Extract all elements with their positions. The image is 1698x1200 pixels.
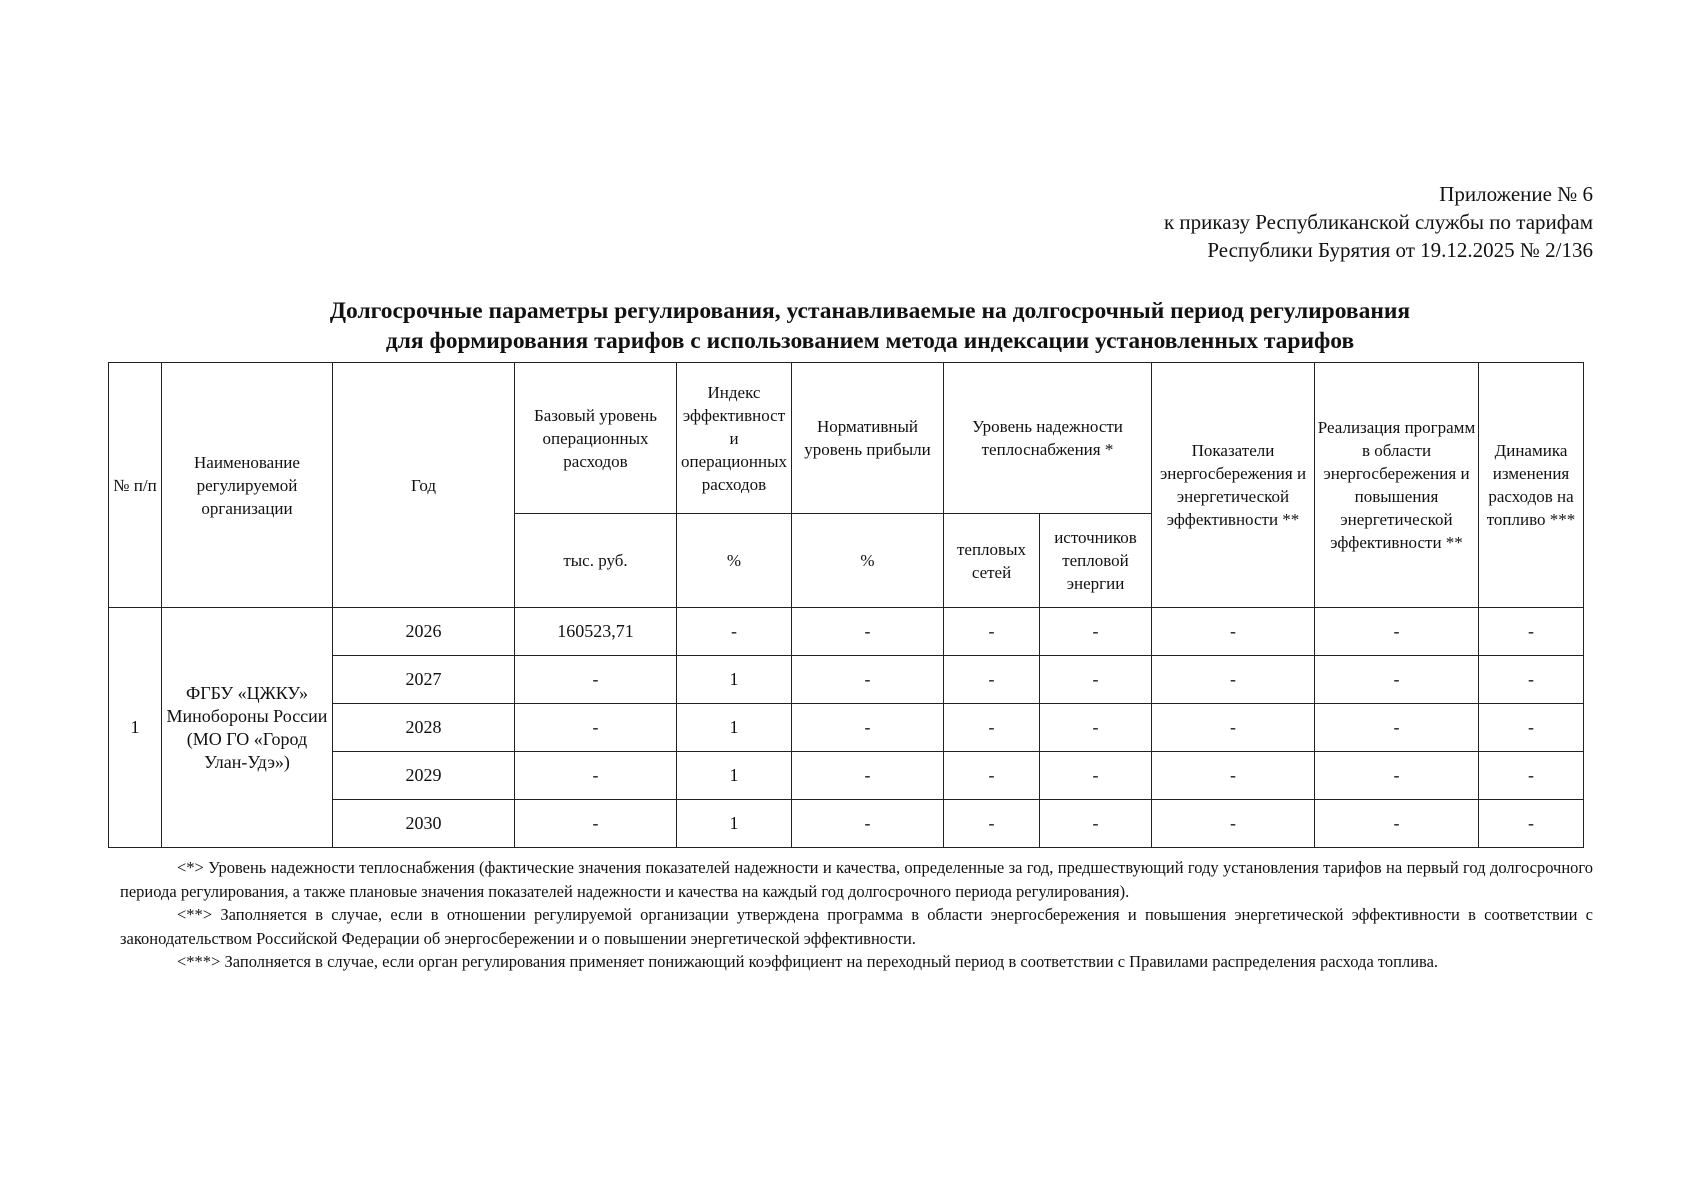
cell-efficiency-index: 1 [677,656,792,704]
cell-fuel-dynamics: - [1479,608,1584,656]
cell-energy-saving: - [1152,800,1315,848]
cell-year: 2029 [333,752,515,800]
cell-heat-sources: - [1040,800,1152,848]
cell-efficiency-index: 1 [677,800,792,848]
cell-profit: - [792,608,944,656]
subheader-heat-networks: тепловых сетей [944,514,1040,608]
cell-fuel-dynamics: - [1479,704,1584,752]
header-profit: Нормативный уровень прибыли [792,363,944,514]
header-energy-saving: Показатели энергосбережения и энергетической эффективности ** [1152,363,1315,608]
cell-fuel-dynamics: - [1479,656,1584,704]
cell-fuel-dynamics: - [1479,752,1584,800]
title-line-1: Долгосрочные параметры регулирования, устанавливаемые на долгосрочный период регулирования [329,298,1411,324]
cell-profit: - [792,800,944,848]
cell-profit: - [792,704,944,752]
cell-heat-sources: - [1040,656,1152,704]
cell-profit: - [792,752,944,800]
cell-efficiency-index: 1 [677,704,792,752]
cell-heat-networks: - [944,608,1040,656]
cell-heat-sources: - [1040,704,1152,752]
header-organization: Наименование регулируемой организации [162,363,333,608]
cell-base-opex: - [515,800,677,848]
footnotes [120,856,1593,974]
cell-year: 2028 [333,704,515,752]
unit-base-opex: тыс. руб. [515,514,677,608]
cell-year: 2027 [333,656,515,704]
cell-base-opex: - [515,752,677,800]
header-base-opex: Базовый уровень операционных расходов [515,363,677,514]
cell-heat-networks: - [944,656,1040,704]
cell-year: 2030 [333,800,515,848]
cell-heat-sources: - [1040,752,1152,800]
footnote-reliability: <*> Уровень надежности теплоснабжения (фактические значения показателей надежности и качества, определенные за год, предшествующий году установления тарифов на первый год долгосрочного периода регулирования, а также плановые значения показателей надежности и качества на каждый год долгосрочного периода регулирования). [120,858,1593,901]
appendix-order-date: Республики Бурятия от 19.12.2025 № 2/136 [1207,238,1593,262]
cell-programs: - [1315,656,1479,704]
cell-energy-saving: - [1152,656,1315,704]
table-row [109,608,1584,656]
cell-heat-networks: - [944,752,1040,800]
cell-energy-saving: - [1152,704,1315,752]
cell-base-opex: 160523,71 [515,608,677,656]
cell-year: 2026 [333,608,515,656]
table-header-row [109,363,1584,514]
header-efficiency-index: Индекс эффективности операционных расходов [677,363,792,514]
cell-efficiency-index: 1 [677,752,792,800]
cell-energy-saving: - [1152,608,1315,656]
header-fuel-dynamics: Динамика изменения расходов на топливо *** [1479,363,1584,608]
footnote-fuel: <***> Заполняется в случае, если орган регулирования применяет понижающий коэффициент на переходный период в соответствии с Правилами распределения расхода топлива. [177,952,1439,971]
cell-base-opex: - [515,656,677,704]
subheader-heat-sources: источников тепловой энергии [1040,514,1152,608]
header-programs: Реализация программ в области энергосбережения и повышения энергетической эффективности ** [1315,363,1479,608]
row-number: 1 [109,608,162,848]
title-line-2: для формирования тарифов с использованием метода индексации установленных тарифов [385,328,1355,354]
document-title [160,296,1580,356]
appendix-number: Приложение № 6 [1439,182,1593,206]
header-reliability: Уровень надежности теплоснабжения * [944,363,1152,514]
cell-heat-networks: - [944,704,1040,752]
cell-fuel-dynamics: - [1479,800,1584,848]
appendix-header [1164,180,1593,264]
cell-energy-saving: - [1152,752,1315,800]
footnote-energy-program: <**> Заполняется в случае, если в отношении регулируемой организации утверждена программа в области энергосбережения и повышения энергетической эффективности в соответствии с законодательством Российской Федерации об энергосбережении и о повышении энергетической эффективности. [120,905,1593,948]
cell-profit: - [792,656,944,704]
unit-efficiency-index: % [677,514,792,608]
parameters-table [108,362,1584,848]
appendix-order-ref: к приказу Республиканской службы по тарифам [1163,210,1593,234]
cell-programs: - [1315,608,1479,656]
organization-name: ФГБУ «ЦЖКУ» Минобороны России (МО ГО «Город Улан-Удэ») [162,608,333,848]
cell-base-opex: - [515,704,677,752]
cell-heat-networks: - [944,800,1040,848]
header-year: Год [333,363,515,608]
cell-programs: - [1315,800,1479,848]
header-num: № п/п [109,363,162,608]
cell-programs: - [1315,704,1479,752]
cell-heat-sources: - [1040,608,1152,656]
cell-programs: - [1315,752,1479,800]
unit-profit: % [792,514,944,608]
cell-efficiency-index: - [677,608,792,656]
